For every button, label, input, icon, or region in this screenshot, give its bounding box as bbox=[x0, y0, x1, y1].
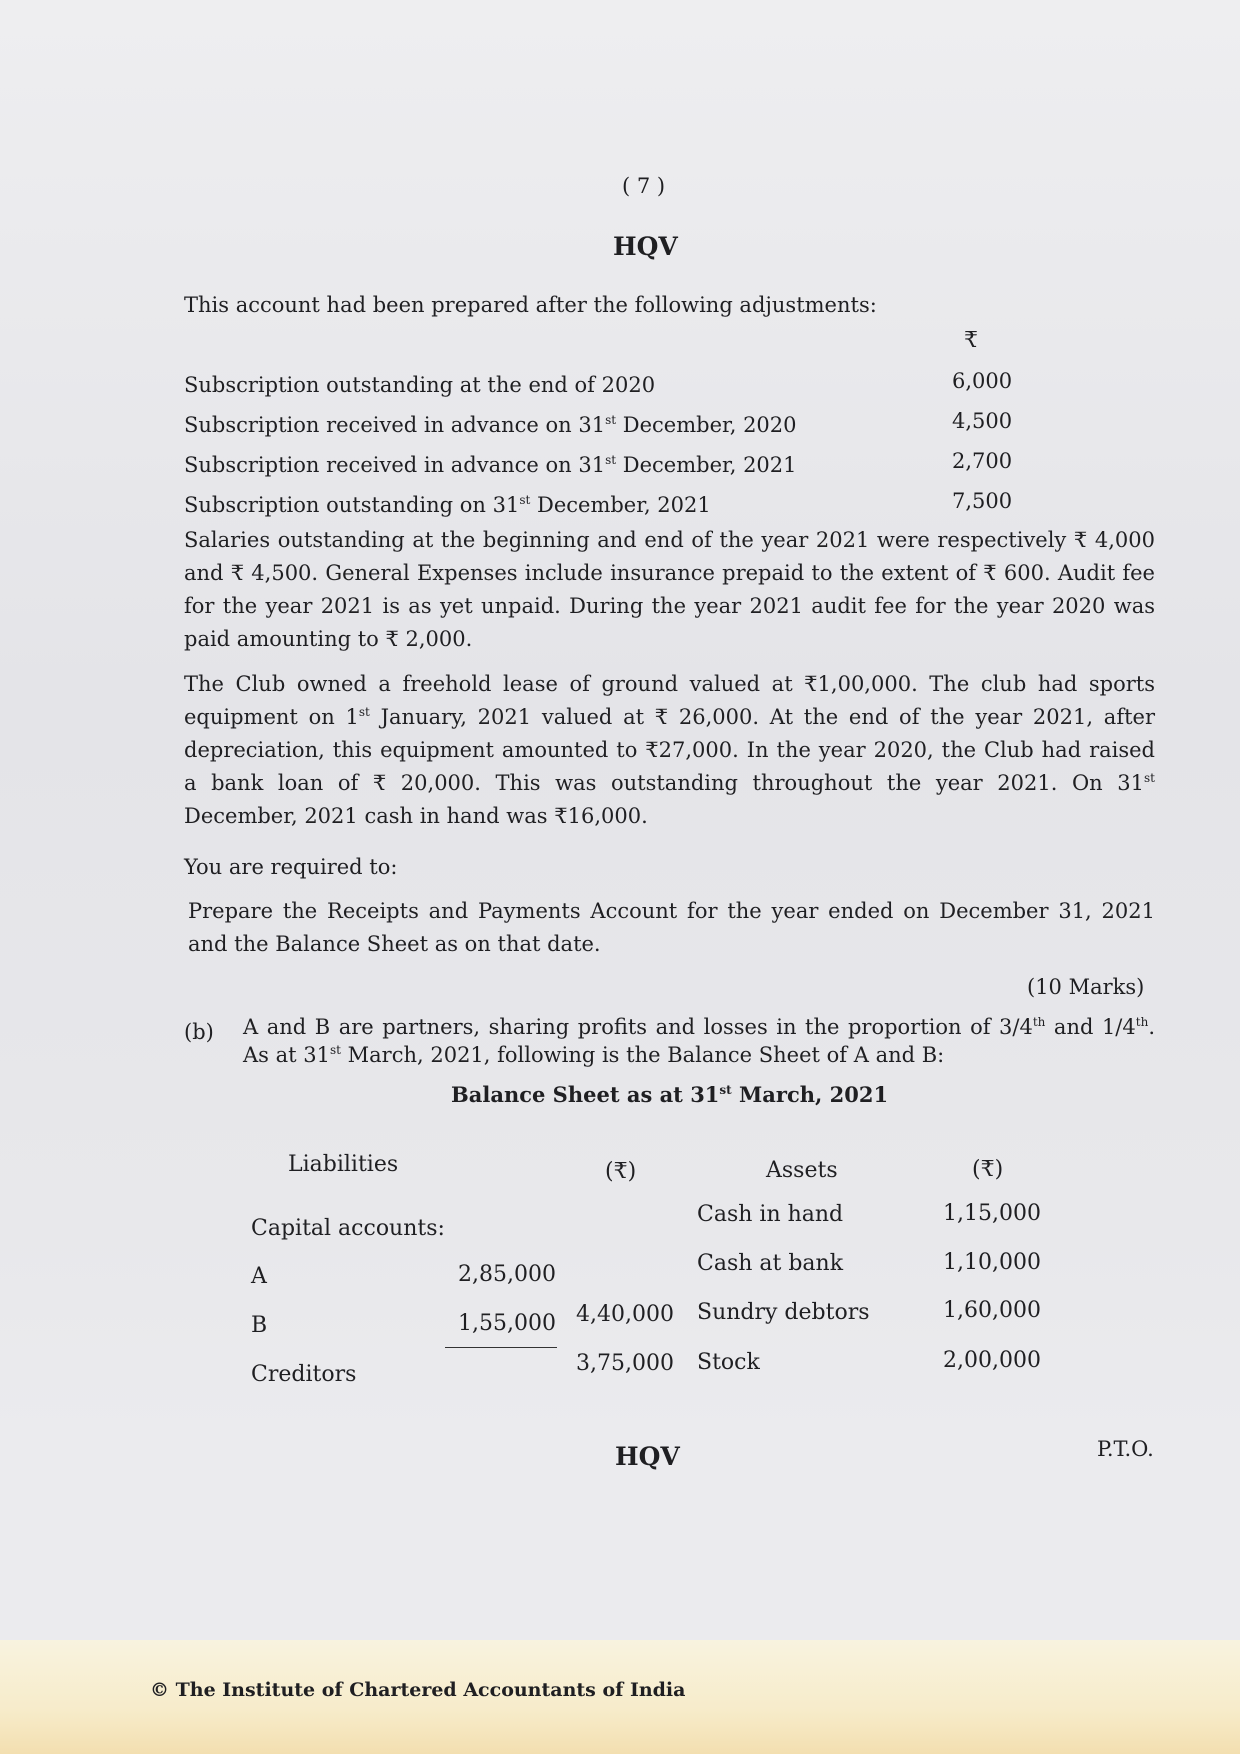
adjustment-value: 6,000 bbox=[952, 369, 1013, 393]
assets-header: Assets bbox=[766, 1158, 838, 1183]
liabilities-amount-header: (₹) bbox=[605, 1159, 637, 1184]
subtotal-underline bbox=[445, 1347, 557, 1348]
asset-label: Cash at bank bbox=[697, 1251, 844, 1276]
asset-amount: 1,10,000 bbox=[943, 1250, 1041, 1275]
adjustment-label: Subscription outstanding on 31st December, 2021 bbox=[184, 493, 711, 517]
partner-b-amount: 1,55,000 bbox=[458, 1311, 556, 1336]
asset-amount: 1,15,000 bbox=[943, 1201, 1041, 1226]
balance-sheet-title: Balance Sheet as at 31st March, 2021 bbox=[451, 1082, 889, 1107]
required-text: You are required to: bbox=[184, 855, 398, 879]
capital-accounts-label: Capital accounts: bbox=[251, 1216, 445, 1241]
marks-label: (10 Marks) bbox=[1027, 975, 1145, 999]
adjustment-label: Subscription received in advance on 31st December, 2021 bbox=[184, 453, 797, 477]
capital-total: 4,40,000 bbox=[576, 1302, 674, 1327]
intro-text: This account had been prepared after the following adjustments: bbox=[184, 293, 877, 317]
rupee-column-header: ₹ bbox=[964, 328, 978, 353]
asset-amount: 2,00,000 bbox=[943, 1348, 1041, 1373]
adjustment-label: Subscription received in advance on 31st December, 2020 bbox=[184, 413, 797, 437]
adjustment-value: 7,500 bbox=[952, 489, 1013, 513]
salaries-paragraph: Salaries outstanding at the beginning and end of the year 2021 were respectively ₹ 4,000 and ₹ 4,500. General Expenses include insurance prepaid to the extent of ₹ 600. Audit fee for the year 2021 is as yet unpaid. During the year 2021 audit fee for the year 2020 was paid amounting to ₹ 2,000. bbox=[184, 528, 1155, 651]
assets-amount-header: (₹) bbox=[972, 1157, 1004, 1182]
asset-label: Stock bbox=[697, 1350, 760, 1375]
paper-code-header: HQV bbox=[613, 232, 678, 261]
creditors-label: Creditors bbox=[251, 1362, 357, 1387]
club-paragraph: The Club owned a freehold lease of ground valued at ₹1,00,000. The club had sports equipment on 1st January, 2021 valued at ₹ 26,000. At the end of the year 2021, after depreciation, this equipment amounted to ₹27,000. In the year 2020, the Club had raised a bank loan of ₹ 20,000. This was outstanding throughout the year 2021. On 31st December, 2021 cash in hand was ₹16,000. bbox=[184, 672, 1155, 828]
question-b-text: A and B are partners, sharing profits and losses in the proportion of 3/4th and 1/4th. As at 31st March, 2021, following is the Balance Sheet of A and B: bbox=[243, 1015, 1155, 1067]
prepare-instruction: Prepare the Receipts and Payments Account for the year ended on December 31, 2021 and the Balance Sheet as on that date. bbox=[188, 899, 1155, 956]
page-number: ( 7 ) bbox=[622, 174, 666, 198]
pto-label: P.T.O. bbox=[1097, 1437, 1154, 1461]
adjustment-label: Subscription outstanding at the end of 2020 bbox=[184, 373, 656, 397]
asset-label: Cash in hand bbox=[697, 1202, 844, 1227]
asset-label: Sundry debtors bbox=[697, 1300, 870, 1325]
adjustment-value: 4,500 bbox=[952, 409, 1013, 433]
liabilities-header: Liabilities bbox=[288, 1152, 399, 1177]
copyright-notice: © The Institute of Chartered Accountants of India bbox=[150, 1679, 686, 1701]
paper-code-footer: HQV bbox=[615, 1442, 680, 1471]
partner-b-name: B bbox=[251, 1313, 268, 1338]
creditors-amount: 3,75,000 bbox=[576, 1351, 674, 1376]
question-b-label: (b) bbox=[184, 1020, 214, 1044]
partner-a-name: A bbox=[251, 1264, 267, 1289]
adjustment-value: 2,700 bbox=[952, 449, 1013, 473]
asset-amount: 1,60,000 bbox=[943, 1298, 1041, 1323]
partner-a-amount: 2,85,000 bbox=[458, 1262, 556, 1287]
